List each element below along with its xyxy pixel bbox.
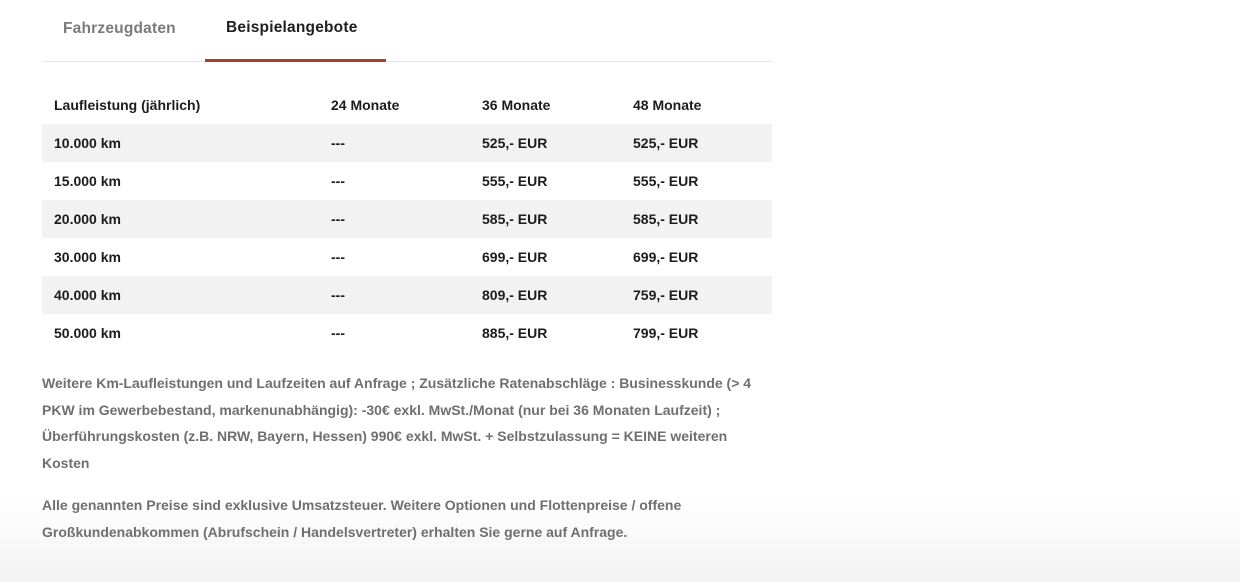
tab-bar: [42, 0, 772, 62]
cell-24-months: ---: [319, 124, 470, 162]
cell-48-months: 585,- EUR: [621, 200, 772, 238]
table-row: [42, 238, 772, 276]
header-mileage: Laufleistung (jährlich): [54, 97, 201, 113]
conditions-note: Weitere Km-Laufleistungen und Laufzeiten auf Anfrage ; Zusätzliche Ratenabschläge : Businesskunde (> 4 PKW im Gewerbebestand, markenunabhängig): -30€ exkl. MwSt./Monat (nur bei 36 Monaten Laufzeit) ; Überführungskosten (z.B. NRW, Bayern, Hessen) 990€ exkl. MwSt. + Selbstzulassung = KEINE weiteren Kosten: [42, 375, 752, 471]
cell-mileage: 20.000 km: [42, 200, 319, 238]
tab-fahrzeugdaten[interactable]: Fahrzeugdaten: [63, 20, 176, 37]
table-header-row: [42, 86, 772, 124]
cell-mileage: 50.000 km: [54, 325, 121, 341]
cell-36-months: 885,- EUR: [482, 325, 548, 341]
cell-48-months: 699,- EUR: [633, 249, 699, 265]
table-row: [42, 276, 772, 314]
table-row: [42, 124, 772, 162]
cell-mileage: 30.000 km: [54, 249, 121, 265]
cell-24-months: ---: [319, 200, 470, 238]
cell-mileage: 10.000 km: [42, 124, 319, 162]
cell-48-months: 555,- EUR: [633, 173, 699, 189]
cell-36-months: 809,- EUR: [470, 276, 621, 314]
cell-48-months: 525,- EUR: [621, 124, 772, 162]
header-24-months: 24 Monate: [331, 97, 400, 113]
table-row: [42, 162, 772, 200]
cell-36-months: 525,- EUR: [470, 124, 621, 162]
cell-24-months: ---: [331, 173, 345, 189]
cell-24-months: ---: [319, 276, 470, 314]
cell-24-months: ---: [331, 249, 345, 265]
cell-48-months: 799,- EUR: [633, 325, 699, 341]
tax-note: Alle genannten Preise sind exklusive Umsatzsteuer. Weitere Optionen und Flottenpreise / offene Großkundenabkommen (Abrufschein / Handelsvertreter) erhalten Sie gerne auf Anfrage.: [42, 497, 682, 540]
cell-36-months: 555,- EUR: [482, 173, 548, 189]
offer-section: [42, 0, 772, 545]
header-36-months: 36 Monate: [482, 97, 551, 113]
cell-mileage: 40.000 km: [42, 276, 319, 314]
price-table: [42, 86, 772, 352]
cell-mileage: 15.000 km: [54, 173, 121, 189]
cell-24-months: ---: [331, 325, 345, 341]
table-row: [42, 314, 772, 352]
cell-36-months: 585,- EUR: [470, 200, 621, 238]
tab-beispielangebote[interactable]: Beispielangebote: [205, 0, 386, 62]
table-row: [42, 200, 772, 238]
header-48-months: 48 Monate: [633, 97, 702, 113]
cell-48-months: 759,- EUR: [621, 276, 772, 314]
cell-36-months: 699,- EUR: [482, 249, 548, 265]
